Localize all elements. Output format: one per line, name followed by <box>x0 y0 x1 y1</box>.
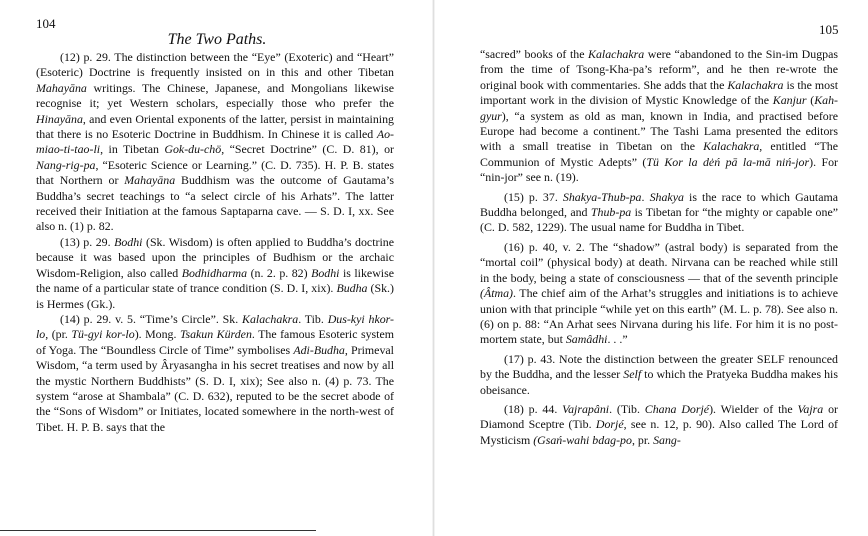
note-16-text: . The chief aim of the Arhat’s struggles and initiations is to achieve union with that principle “while yet on this earth” (M. L. p. 78). See also n. (6) on p. 88: “An Arhat sees Nirvana during his life. For him it is no post-mortem state, but <box>480 286 838 347</box>
note-12-term: Hinayāna <box>36 111 83 126</box>
note-14-term: Adi-Budha <box>293 342 345 357</box>
note-14 <box>36 312 394 435</box>
note-15-text: (15) p. 37. <box>504 189 563 204</box>
continued-text: were “abandoned to the Sin-im Dugpas from the time of Tsong-Kha-pa’s reform”, and he then re-wrote the original book with commentaries. She adds that the <box>480 47 838 92</box>
continued-text: ), “a system as old as man, known in India, and practised before Europe had become a continent.” The Tashi Lama presented the editors with a small treatise in Tibetan on the <box>480 108 838 154</box>
note-14-term: Tü-gyi kor-lo <box>71 327 135 342</box>
note-14-text: . Tib. <box>298 311 328 326</box>
note-18-text: or Diamond Sceptre (Tib. <box>480 401 838 432</box>
continued-term: Kalachakra <box>727 77 784 92</box>
running-head: The Two Paths. <box>167 31 267 48</box>
note-14-term: Kalachakra <box>242 311 299 326</box>
note-14-text: . The famous Esoteric system of Yoga. The “Boundless Circle of Time” symbolises <box>36 327 395 357</box>
note-13 <box>36 235 394 312</box>
note-13-text: (n. 2. p. 82) <box>247 265 312 280</box>
note-13-text: is likewise the name of a particular state of trance condition (S. D. I, xix). <box>36 265 394 296</box>
note-17-term: Self <box>623 367 642 382</box>
note-12-term: Ao-miao-ti-tao-li <box>36 127 394 157</box>
note-12 <box>36 50 394 235</box>
note-18-term: Dorjé <box>595 417 624 432</box>
note-12-text: Buddhism was the outcome of Gautama’s Buddha’s secret teachings to “a select circle of his Arhats”. The latter received their Initiation at the famous Saptaparna cave. — S. D. I, xx. See also n. (1) p. 82. <box>36 173 394 234</box>
note-15-term: Shakya-Thub-pa <box>562 189 642 204</box>
note-12-text: , in Tibetan <box>100 142 165 157</box>
note-16-term: (Âtma) <box>480 286 514 301</box>
right-page-number: 105 <box>819 22 839 37</box>
note-12-text: , “Esoteric Science or Learning.” (C. D. 735). H. P. B. states that Northern or <box>36 157 394 188</box>
note-12-term: Mahayāna <box>36 80 87 95</box>
note-18-text: (18) p. 44. <box>504 401 563 416</box>
continued-term: Kah-gyur <box>480 93 838 123</box>
note-12-term: Nang-rig-pa <box>36 157 96 172</box>
right-page-text <box>480 47 838 448</box>
note-14-text: (14) p. 29. v. 5. “Time’s Circle”. Sk. <box>60 311 243 326</box>
note-17-text: (17) p. 43. Note the distinction between the greater SELF renounced by the Buddha, and the lesser <box>480 351 838 382</box>
continued-text: ). For “nin-jor” see n. (19). <box>480 154 838 185</box>
note-14-continued <box>480 47 838 186</box>
note-17-text: to which the Pratyeka Buddha makes his obeisance. <box>480 367 838 397</box>
note-12-text: writings. The Chinese, Japanese, and Mongolians likewise recognise it; yet Western scholars, especially those who prefer the <box>36 80 394 111</box>
note-14-text: ). Mong. <box>134 327 180 342</box>
note-15 <box>480 190 838 236</box>
note-18-term: Vajra <box>797 401 824 416</box>
note-18-term: (Gsań-wahi bdag-po <box>533 432 632 447</box>
note-13-text: (13) p. 29. <box>60 234 115 249</box>
note-13-text: (Sk. Wisdom) is often applied to Buddha’s doctrine because it was based upon the principles of Budhism or the archaic Wisdom-Religion, also called <box>36 234 394 280</box>
note-16-text: . . .” <box>607 332 628 347</box>
continued-text: , entitled “The Communion of Mystic Adepts” ( <box>480 139 839 169</box>
note-14-term: Tsakun Kürden <box>179 327 252 342</box>
note-15-text: . <box>641 189 650 204</box>
note-12-text: (12) p. 29. The distinction between the “Eye” (Exoteric) and “Heart” (Esoteric) Doctrine is frequently insisted on in this and other Tibetan <box>36 50 394 80</box>
note-16 <box>480 240 838 348</box>
right-page <box>434 0 868 536</box>
continued-term: Kalachakra <box>703 139 760 154</box>
note-14-text: , (pr. <box>45 327 72 342</box>
note-18 <box>480 402 838 448</box>
note-13-term: Bodhi <box>311 265 340 280</box>
left-page-number: 104 <box>36 16 56 31</box>
note-13-term: Bodhi <box>114 234 143 249</box>
note-12-term: Gok-du-chö <box>164 142 222 157</box>
note-14-term: Dus-kyi hkor-lo <box>36 311 395 342</box>
note-18-text: , pr. <box>631 432 654 447</box>
note-16-text: (16) p. 40, v. 2. The “shadow” (astral body) is separated from the “mortal coil” (physical body) at death. Nirvana can be reached while still in the body, being a state of consciousness — that of the seventh principle <box>480 239 838 285</box>
note-18-term: Vajrapâni <box>562 401 610 416</box>
continued-term: Kanjur <box>772 93 807 108</box>
bottom-rule <box>0 530 316 531</box>
continued-text: “sacred” books of the <box>480 47 589 61</box>
note-14-text: , Primeval Wisdom, “a term used by Âryasangha in his secret treatises and now by all the mystic Northern Buddhists” (S. D. I, xix); See also n. (4) p. 73. The system “arose at Shambala” (C. D. 632), reputed to be the secret abode of the “Sons of Wisdom” or Initiates, located somewhere in the north-west of Tibet. H. P. B. says that the <box>36 342 394 434</box>
note-18-text: . (Tib. <box>609 401 645 416</box>
note-18-term: Sang- <box>653 432 681 447</box>
note-12-term: Mahayāna <box>124 173 176 188</box>
continued-term: Kalachakra <box>588 47 645 61</box>
note-12-text: , “Secret Doctrine” (C. D. 81), or <box>221 142 394 157</box>
continued-text: ( <box>806 93 815 108</box>
note-12-text: , and even Oriental exponents of the latter, persist in maintaining that there is no Esoteric Doctrine in Buddhism. In Chinese it is called <box>36 111 394 142</box>
note-15-text: is Tibetan for “the mighty or capable one” (C. D. 582, 1229). The usual name for Buddha in Tibet. <box>480 205 838 235</box>
continued-text: is the most important work in the division of Mystic Knowledge of the <box>480 77 839 108</box>
note-17 <box>480 352 838 398</box>
left-page-text <box>36 50 394 435</box>
continued-term: Tü Kor la dėń pā la-mā niń-jor <box>646 154 810 169</box>
note-18-text: , see n. 12, p. 90). Also called The Lord of Mysticism <box>480 417 838 447</box>
note-15-term: Shakya <box>649 189 684 204</box>
note-15-text: is the race to which Gautama Buddha belonged, and <box>480 189 838 220</box>
note-13-term: Budha <box>336 281 368 296</box>
note-18-text: ). Wielder of the <box>709 401 798 416</box>
note-18-term: Chana Dorjé <box>644 401 710 416</box>
note-16-term: Samâdhi <box>565 332 608 347</box>
note-13-text: (Sk.) is Hermes (Gk.). <box>36 281 394 311</box>
note-13-term: Bodhidharma <box>181 265 248 280</box>
note-15-term: Thub-pa <box>590 205 632 220</box>
